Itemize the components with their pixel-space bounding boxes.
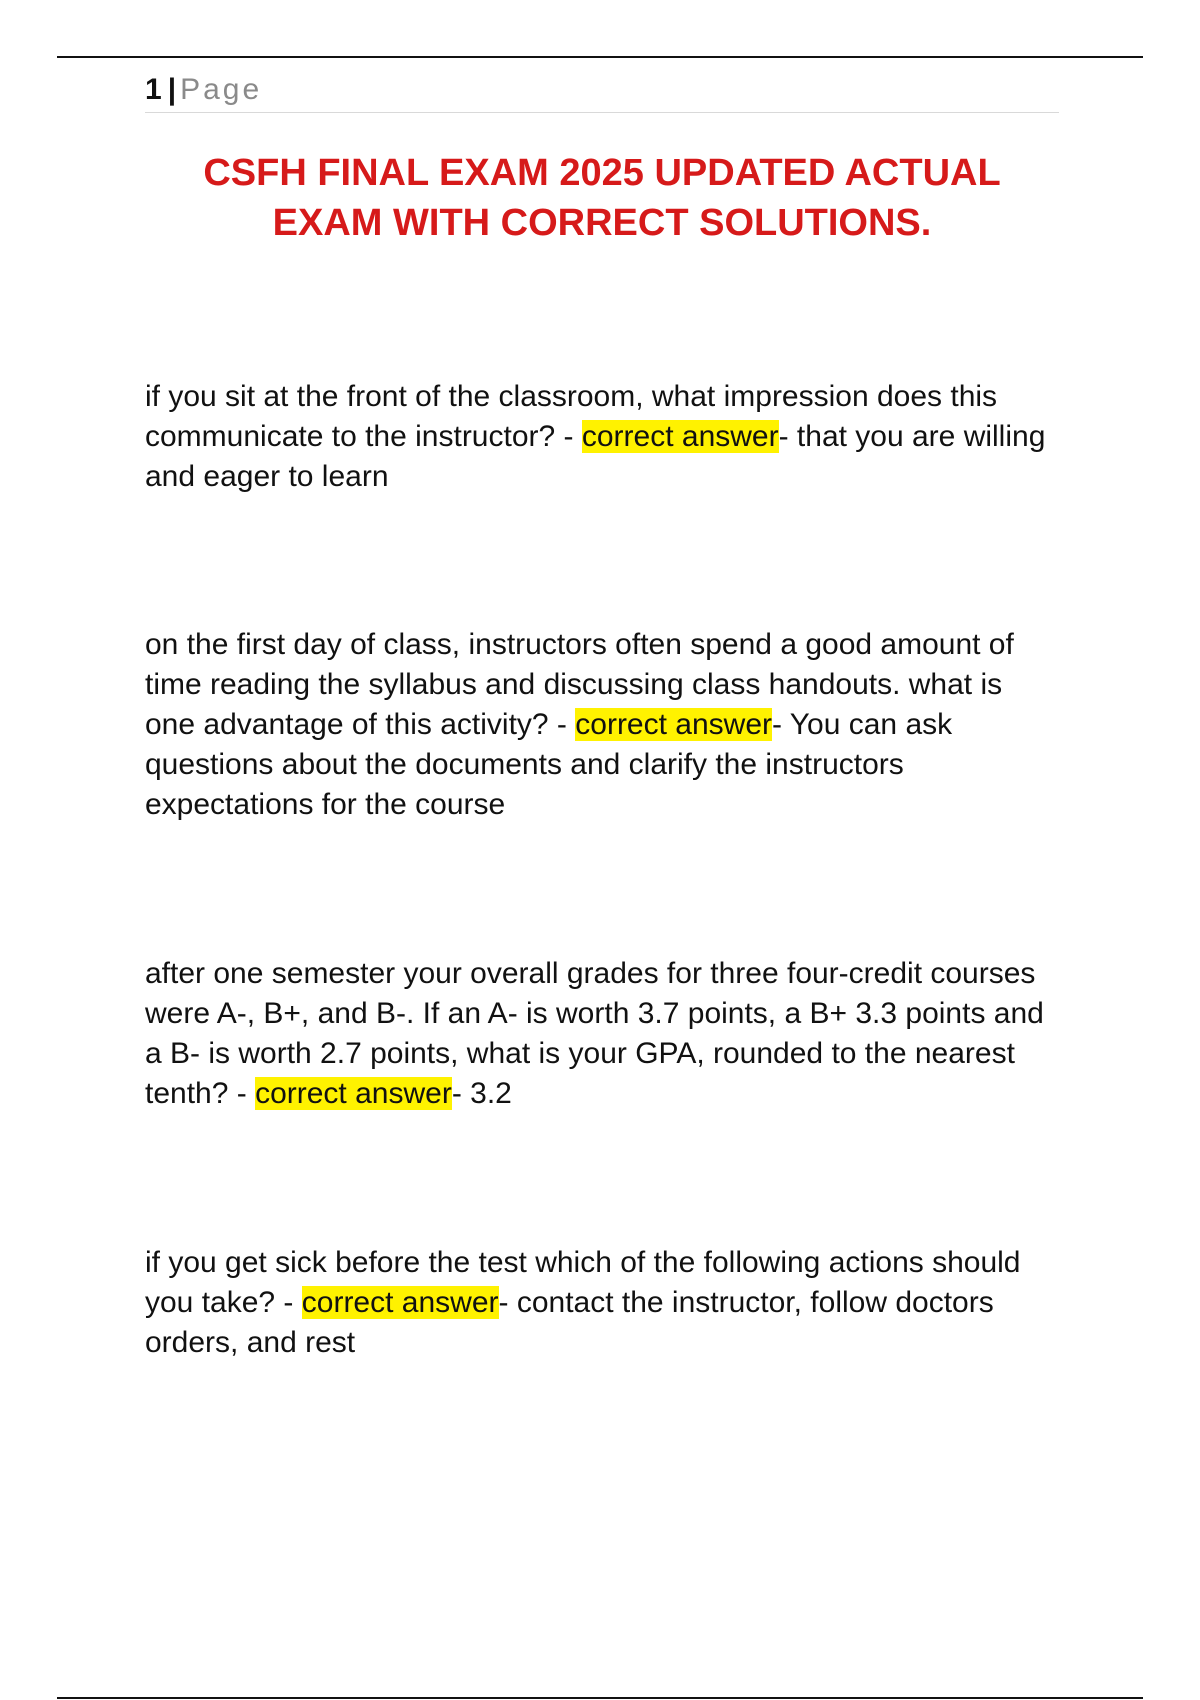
- answer-text: - 3.2: [451, 1077, 512, 1110]
- qa-item-4: [145, 1243, 1059, 1363]
- qa-item-1: [145, 377, 1059, 497]
- answer-text: - that you are willing and eager to learn: [145, 420, 1046, 493]
- correct-answer-highlight: correct answer: [255, 1077, 452, 1110]
- correct-answer-highlight: correct answer: [581, 420, 779, 453]
- page-header: [145, 70, 1059, 113]
- answer-text: - You can ask questions about the documents and clarify the instructors expectations for the course: [145, 708, 953, 821]
- document-title: CSFH FINAL EXAM 2025 UPDATED ACTUAL EXAM WITH CORRECT SOLUTIONS.: [203, 152, 1001, 244]
- correct-answer-highlight: correct answer: [575, 708, 772, 741]
- qa-item-3: [145, 954, 1059, 1114]
- answer-text: - contact the instructor, follow doctors orders, and rest: [145, 1286, 994, 1359]
- correct-answer-highlight: correct answer: [301, 1286, 499, 1319]
- question-text: on the first day of class, instructors often spend a good amount of time reading the syllabus and discussing class handouts. what is one advantage of this activity? -: [145, 628, 1014, 741]
- page-separator: |: [167, 73, 177, 106]
- bottom-rule: [57, 1697, 1143, 1699]
- top-rule: [57, 56, 1143, 58]
- page-number: 1: [145, 73, 162, 106]
- qa-item-2: [145, 625, 1059, 825]
- question-text: if you get sick before the test which of the following actions should you take? -: [145, 1246, 1021, 1319]
- question-text: after one semester your overall grades for three four-credit courses were A-, B+, and B-. If an A- is worth 3.7 points, a B+ 3.3 points and a B- is worth 2.7 points, what is your GPA, rounded to the nearest tenth? -: [145, 957, 1044, 1110]
- question-text: if you sit at the front of the classroom, what impression does this communicate to the instructor? -: [145, 380, 998, 453]
- page-label: Page: [180, 73, 263, 106]
